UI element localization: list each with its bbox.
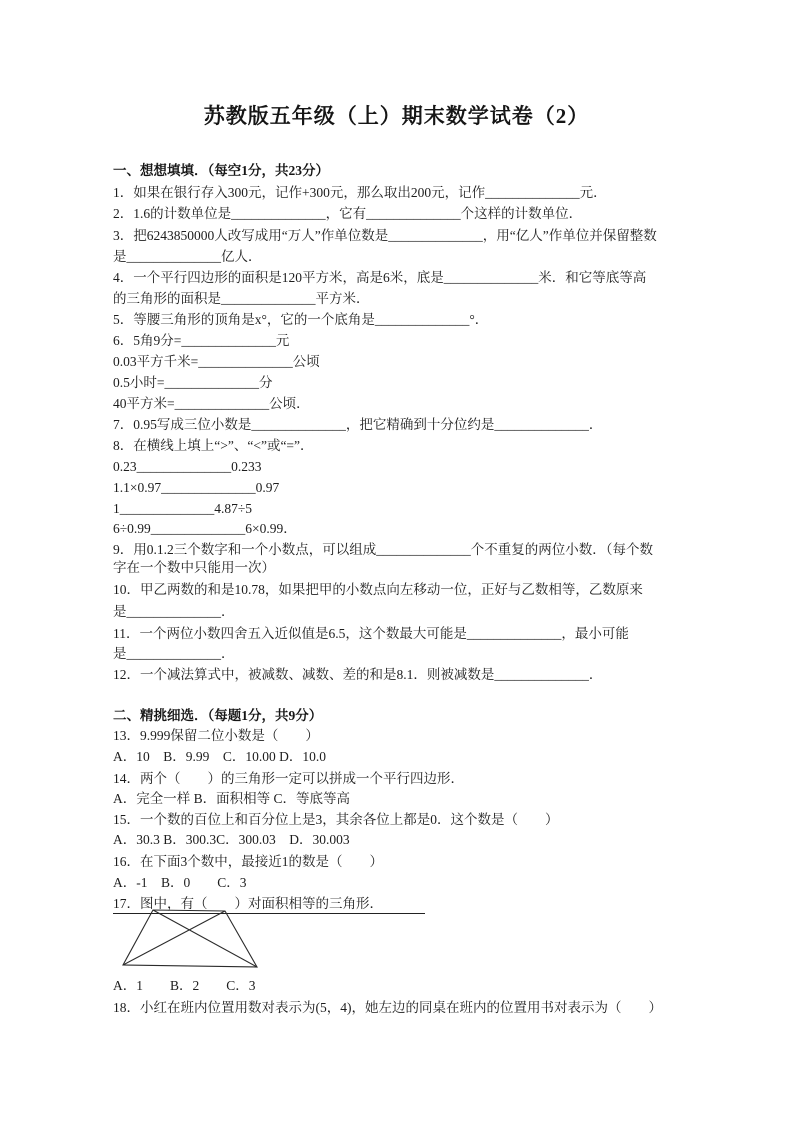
q12-line: 12．一个减法算式中，被减数、减数、差的和是8.1．则被减数是______________．: [113, 667, 603, 682]
q6-line-hour: 0.5小时=______________分: [113, 375, 273, 390]
trapezoid-outline: [123, 910, 257, 967]
q9-line-2: 字在一个数中只能用一次）: [113, 560, 275, 575]
q8-line: 8．在横线上填上“>”、“<”或“=”．: [113, 438, 314, 453]
section-choice-heading: 二、精挑细选．（每题1分，共9分）: [113, 708, 323, 723]
q11-line-1: 11．一个两位小数四舍五入近似值是6.5，这个数最大可能是______________，最小可能: [113, 626, 629, 641]
q8-compare-2: 1.1×0.97______________0.97: [113, 480, 280, 495]
q15-options: A．30.3 B．300.3C．300.03 D．30.003: [113, 832, 350, 847]
q8-compare-3: 1______________4.87÷5: [113, 501, 253, 516]
q17-options: A．1 B．2 C．3: [113, 978, 256, 993]
q14-options: A．完全一样 B．面积相等 C．等底等高: [113, 791, 351, 806]
q11-line-2: 是______________．: [113, 646, 235, 661]
q6-line-yuan: 6．5角9分=______________元: [113, 333, 290, 348]
q6-line-km2: 0.03平方千米=______________公顷: [113, 354, 320, 369]
q16-line: 16．在下面3个数中，最接近1的数是（ ）: [113, 854, 383, 869]
q15-line: 15．一个数的百位上和百分位上是3，其余各位上都是0．这个数是（ ）: [113, 812, 559, 827]
q8-compare-1: 0.23______________0.233: [113, 459, 262, 474]
page-title: 苏教版五年级（上）期末数学试卷（2）: [203, 104, 590, 128]
q18-line: 18．小红在班内位置用数对表示为(5，4)，她左边的同桌在班内的位置用书对表示为（ ）: [113, 1000, 662, 1015]
q9-line-1: 9．用0.1.2三个数字和一个小数点，可以组成______________个不重复的两位小数．（每个数: [113, 542, 653, 557]
q17-triangles-figure: [118, 902, 264, 972]
q13-options: A．10 B．9.99 C．10.00 D．10.0: [113, 749, 327, 764]
q14-line: 14．两个（ ）的三角形一定可以拼成一个平行四边形．: [113, 771, 464, 786]
q17-underlined-text: 17．图中，有（ ）对面积相等的三角形．: [113, 895, 425, 914]
q3-line-2: 是______________亿人．: [113, 249, 262, 264]
q8-compare-4: 6÷0.99______________6×0.99．: [113, 521, 297, 536]
q16-options: A．-1 B．0 C．3: [113, 875, 247, 890]
q2-line: 2．1.6的计数单位是______________，它有______________个这样的计数单位．: [113, 206, 583, 221]
q4-line-1: 4．一个平行四边形的面积是120平方米，高是6米，底是______________米．和它等底等高: [113, 270, 647, 285]
q1-line: 1．如果在银行存入300元，记作+300元，那么取出200元，记作______________元．: [113, 185, 607, 200]
q7-line: 7．0.95写成三位小数是______________，把它精确到十分位约是______________．: [113, 417, 603, 432]
q5-line: 5．等腰三角形的顶角是x°，它的一个底角是______________°．: [113, 312, 489, 327]
q6-line-m2: 40平方米=______________公顷．: [113, 396, 310, 411]
q4-line-2: 的三角形的面积是______________平方米．: [113, 291, 370, 306]
q13-line: 13．9.999保留二位小数是（ ）: [113, 728, 319, 743]
section-fill-in-heading: 一、想想填填．（每空1分，共23分）: [113, 163, 329, 178]
diagonal-tl-br: [153, 910, 257, 967]
q10-line-1: 10．甲乙两数的和是10.78，如果把甲的小数点向左移动一位，正好与乙数相等，乙数原来: [113, 582, 643, 597]
q10-line-2: 是______________．: [113, 604, 235, 619]
q3-line-1: 3．把6243850000人改写成用“万人”作单位数是______________，用“亿人”作单位并保留整数: [113, 228, 657, 243]
